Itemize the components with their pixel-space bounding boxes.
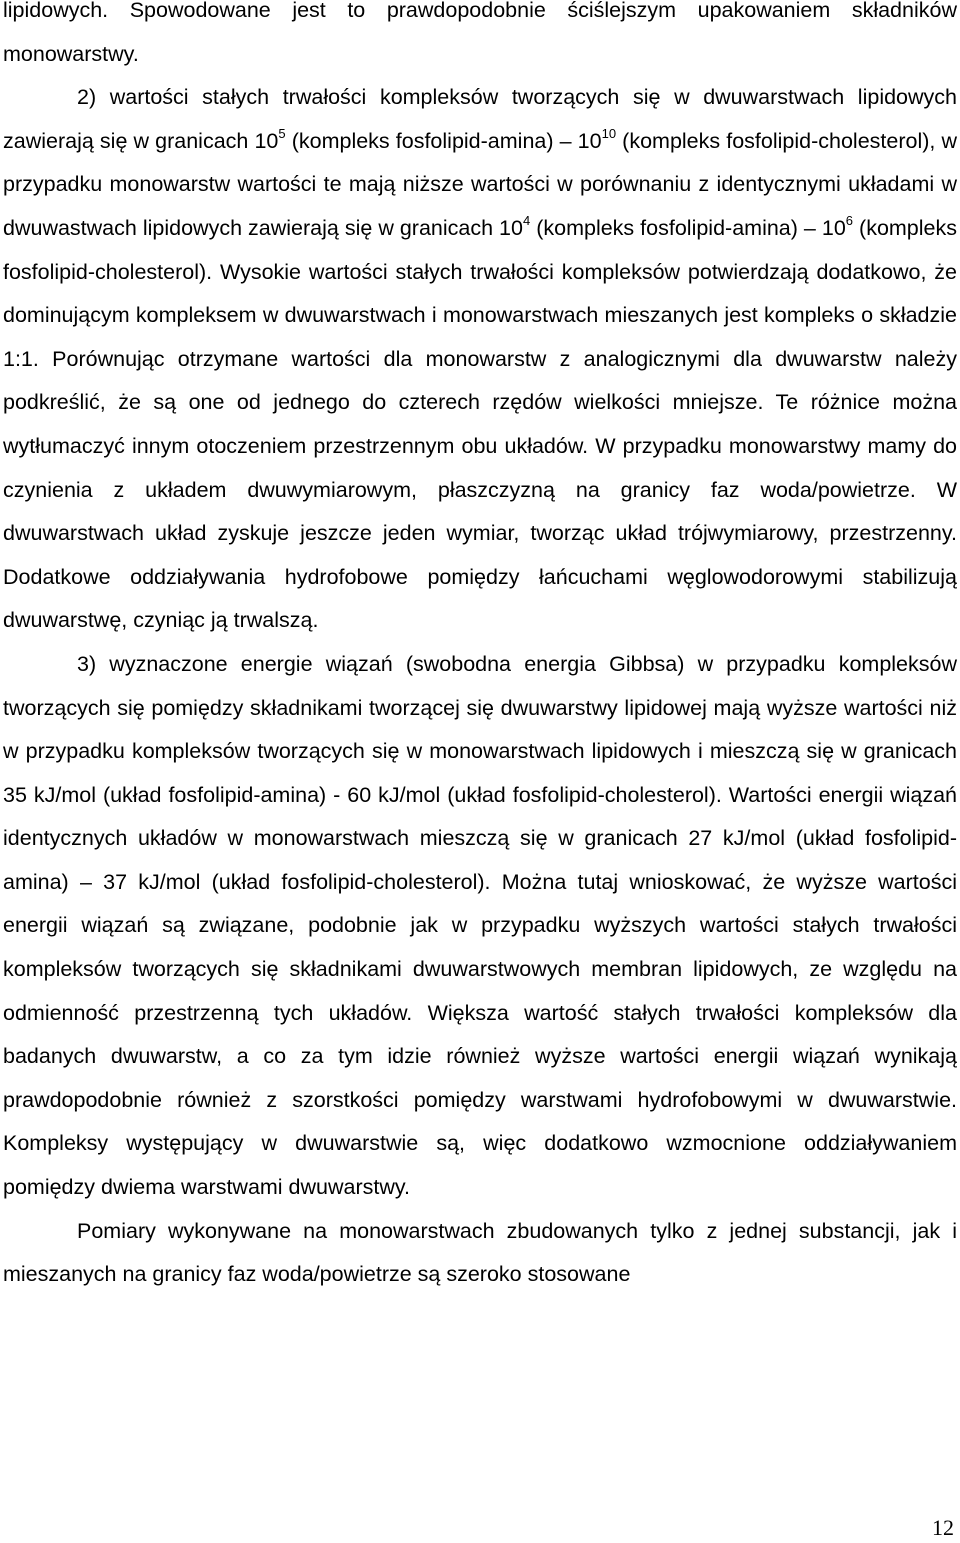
superscript: 5	[278, 125, 286, 141]
paragraph-intro: lipidowych. Spowodowane jest to prawdopodobnie ściślejszym upakowaniem składników monowarstwy.	[3, 0, 957, 66]
superscript: 10	[601, 125, 617, 141]
text-run: 2) wartości stałych trwałości kompleksów tworzących się w dwuwarstwach lipidowych zawierają się w granicach 10	[3, 85, 957, 153]
document-page	[3, 0, 957, 1297]
paragraph-measurements: Pomiary wykonywane na monowarstwach zbudowanych tylko z jednej substancji, jak i mieszanych na granicy faz woda/powietrze są szeroko stosowane	[3, 1218, 957, 1287]
text-run: (kompleks fosfolipid-cholesterol), w przypadku monowarstw wartości te mają niższe wartości w porównaniu z identycznymi układami w dwuwastwach lipidowych zawierają się w granicach 10	[3, 128, 957, 240]
paragraph-point-3: 3) wyznaczone energie wiązań (swobodna energia Gibbsa) w przypadku kompleksów tworzących się pomiędzy składnikami tworzącej się dwuwarstwy lipidowej mają wyższe wartości niż w przypadku kompleksów tworzących się w monowarstwach lipidowych i mieszczą się w granicach 35 kJ/mol (układ fosfolipid-amina) - 60 kJ/mol (układ fosfolipid-cholesterol). Wartości energii wiązań identycznych układów w monowarstwach mieszczą się w granicach 27 kJ/mol (układ fosfolipid-amina) – 37 kJ/mol (układ fosfolipid-cholesterol). Można tutaj wnioskować, że wyższe wartości energii wiązań są związane, podobnie jak w przypadku wyższych wartości stałych trwałości kompleksów tworzących się składnikami dwuwarstwowych membran lipidowych, ze względu na odmienność przestrzenną tych układów. Większa wartość stałych trwałości kompleksów dla badanych dwuwarstw, a co za tym idzie również wyższe wartości energii wiązań wynikają prawdopodobnie również z szorstkości pomiędzy warstwami hydrofobowymi w dwuwarstwie. Kompleksy występujący w dwuwarstwie są, więc dodatkowo wzmocnione oddziaływaniem pomiędzy dwiema warstwami dwuwarstwy.	[3, 651, 957, 1200]
text-run: (kompleks fosfolipid-cholesterol). Wysokie wartości stałych trwałości kompleksów potwierdzają dodatkowo, że dominującym kompleksem w dwuwarstwach i monowarstwach mieszanych jest kompleks o składzie 1:1. Porównując otrzymane wartości dla monowarstw z analogicznymi dla dwuwarstw należy podkreślić, że są one od jednego do czterech rzędów wielkości mniejsze. Te różnice można wytłumaczyć innym otoczeniem przestrzennym obu układów. W przypadku monowarstwy mamy do czynienia z układem dwuwymiarowym, płaszczyzną na granicy faz woda/powietrze. W dwuwarstwach układ zyskuje jeszcze jeden wymiar, tworząc układ trójwymiarowy, przestrzenny. Dodatkowe oddziaływania hydrofobowe pomiędzy łańcuchami węglowodorowymi stabilizują dwuwarstwę, czyniąc ją trwalszą.	[3, 215, 957, 633]
text-run: (kompleks fosfolipid-amina) – 10	[530, 215, 846, 240]
text-run: (kompleks fosfolipid-amina) – 10	[285, 128, 602, 153]
page-number: 12	[932, 1515, 954, 1540]
superscript: 4	[522, 212, 531, 228]
superscript: 6	[845, 212, 854, 228]
paragraph-point-2	[3, 76, 957, 643]
